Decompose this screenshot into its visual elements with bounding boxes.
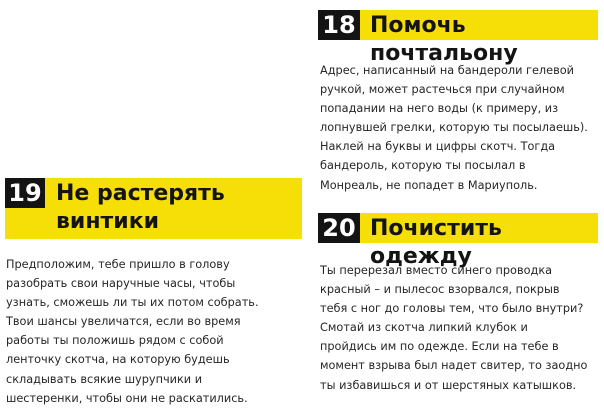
tip-19-header-bar bbox=[5, 178, 302, 239]
tip-20-body: Ты перерезал вместо синего проводка красный – и пылесос взорвался, покрыв тебя с ног до головы тем, что было внутри? Смотай из скотча липкий клубок и пройдись им по одежде. Если на тебе в момент взрыва был надет свитер, то заодно ты избавишься и от шерстяных катышков. bbox=[320, 264, 588, 392]
tip-18-number-badge: 18 bbox=[318, 10, 360, 40]
tip-18-header-bar bbox=[318, 10, 598, 66]
tip-19-number-badge: 19 bbox=[5, 178, 45, 208]
tip-19-body: Предположим, тебе пришло в голову разобрать свои наручные часы, чтобы узнать, сможешь ли ты их потом собрать. Твои шансы увеличатся, если во время работы ты положишь рядом с собой ленточку скотча, на которую будешь складывать всякие шурупчики и шестеренки, чтобы они не раскатились. bbox=[6, 258, 259, 405]
tip-20-header-bar bbox=[318, 213, 598, 269]
tip-20-number-badge: 20 bbox=[318, 213, 360, 243]
tip-18-body: Адрес, написанный на бандероли гелевой ручкой, может растечься при случайном попадании на него воды (к примеру, из лопнувшей грелки, которую ты посылаешь). Наклей на буквы и цифры скотч. Тогда бандероль, которую ты посылал в Монреаль, не попадет в Мариуполь. bbox=[320, 64, 588, 192]
tip-19-title: Не растерять винтики bbox=[56, 181, 225, 234]
tip-18-title: Помочь почтальону bbox=[370, 13, 518, 66]
tip-20-title: Почистить одежду bbox=[370, 216, 502, 269]
